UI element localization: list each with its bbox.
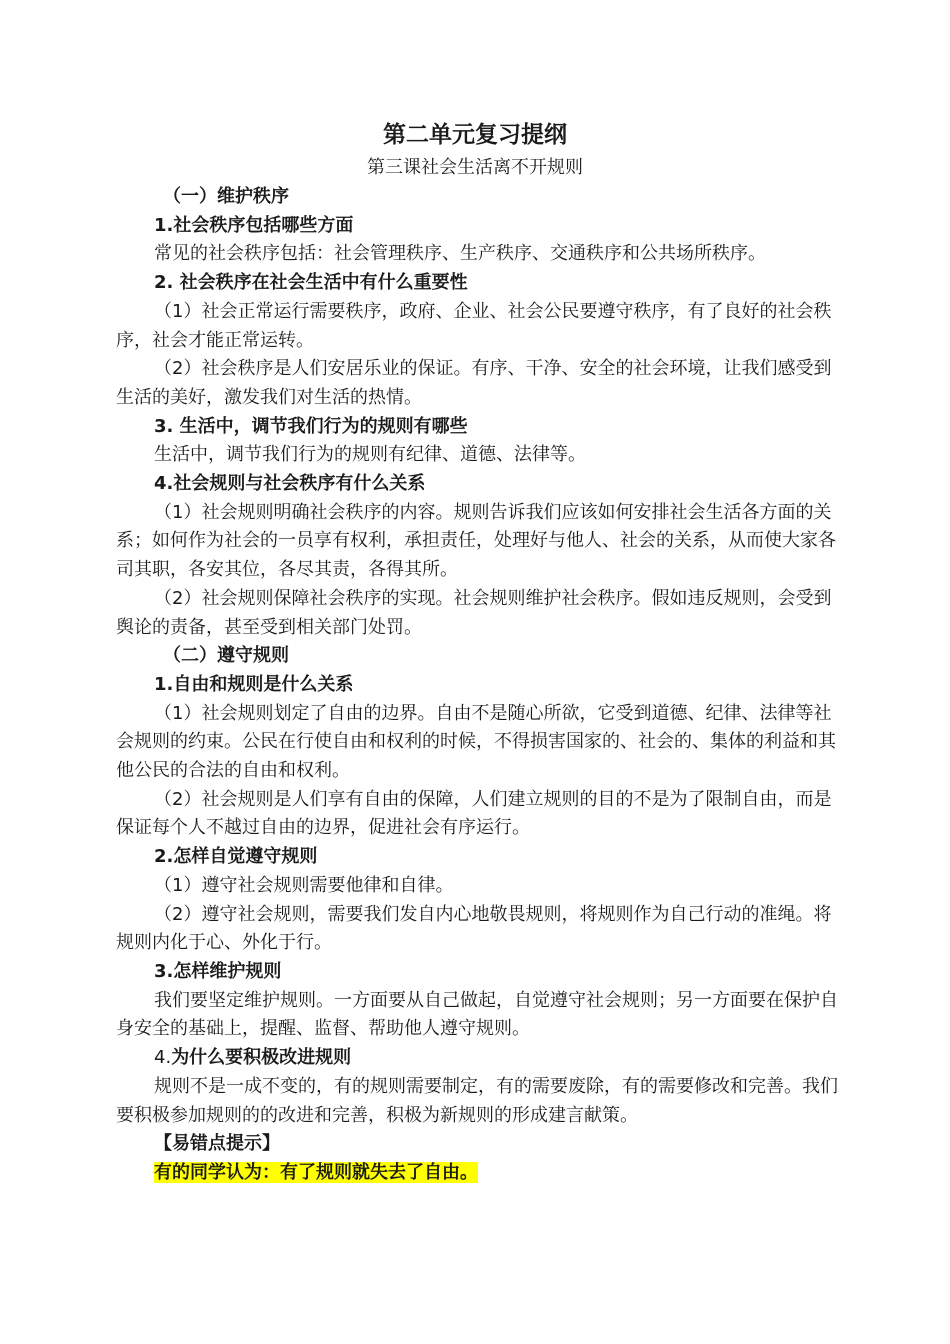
question-heading-text: 为什么要积极改进规则: [171, 1047, 352, 1069]
question-heading: 1.自由和规则是什么关系: [154, 673, 354, 695]
answer-paragraph: （1）社会规则明确社会秩序的内容。规则告诉我们应该如何安排社会生活各方面的关系；如何作为社会的一员享有权利，承担责任，处理好与他人、社会的关系，从而使大家各司其职，各安其位，各尽其责，各得其所。: [116, 501, 836, 581]
answer-paragraph: 生活中，调节我们行为的规则有纪律、道德、法律等。: [154, 444, 586, 466]
section-heading-2: （二）遵守规则: [163, 645, 289, 667]
tip-label: 【易错点提示】: [154, 1133, 280, 1155]
answer-paragraph: （2）社会规则保障社会秩序的实现。社会规则维护社会秩序。假如违反规则，会受到舆论的责备，甚至受到相关部门处罚。: [116, 587, 832, 638]
question-heading: 2.怎样自觉遵守规则: [154, 846, 318, 868]
answer-paragraph: （1）遵守社会规则需要他律和自律。: [154, 874, 454, 896]
question-number: 4.: [154, 1047, 172, 1069]
question-heading: 1.社会秩序包括哪些方面: [154, 214, 354, 236]
answer-paragraph: （2）遵守社会规则，需要我们发自内心地敬畏规则，将规则作为自己行动的准绳。将规则内化于心、外化于行。: [116, 903, 832, 954]
question-heading: 3.怎样维护规则: [154, 960, 282, 982]
page-title: 第二单元复习提纲: [383, 122, 567, 148]
question-heading: 2. 社会秩序在社会生活中有什么重要性: [154, 272, 468, 294]
question-heading: 3. 生活中，调节我们行为的规则有哪些: [154, 415, 468, 437]
question-heading: [116, 1044, 840, 1073]
outline-body: [116, 183, 840, 1188]
question-heading: 4.社会规则与社会秩序有什么关系: [154, 473, 426, 495]
answer-paragraph: （1）社会规则划定了自由的边界。自由不是随心所欲，它受到道德、纪律、法律等社会规则的约束。公民在行使自由和权利的时候，不得损害国家的、社会的、集体的利益和其他公民的合法的自由和权利。: [116, 702, 836, 782]
answer-paragraph: （2）社会秩序是人们安居乐业的保证。有序、干净、安全的社会环境，让我们感受到生活的美好，激发我们对生活的热情。: [116, 358, 832, 408]
highlighted-tip-text: 有的同学认为：有了规则就失去了自由。: [154, 1161, 478, 1183]
tip-line: [116, 1159, 840, 1188]
section-heading-1: （一）维护秩序: [163, 186, 289, 207]
answer-paragraph: 我们要坚定维护规则。一方面要从自己做起，自觉遵守社会规则；另一方面要在保护自身安全的基础上，提醒、监督、帮助他人遵守规则。: [116, 989, 838, 1040]
page-subtitle: 第三课社会生活离不开规则: [367, 157, 583, 178]
answer-paragraph: （2）社会规则是人们享有自由的保障，人们建立规则的目的不是为了限制自由，而是保证每个人不越过自由的边界，促进社会有序运行。: [116, 788, 832, 839]
answer-paragraph: 规则不是一成不变的，有的规则需要制定，有的需要废除，有的需要修改和完善。我们要积极参加规则的的改进和完善，积极为新规则的形成建言献策。: [116, 1075, 838, 1126]
answer-paragraph: 常见的社会秩序包括：社会管理秩序、生产秩序、交通秩序和公共场所秩序。: [154, 243, 766, 265]
answer-paragraph: （1）社会正常运行需要秩序，政府、企业、社会公民要遵守秩序，有了良好的社会秩序，社会才能正常运转。: [116, 300, 832, 351]
